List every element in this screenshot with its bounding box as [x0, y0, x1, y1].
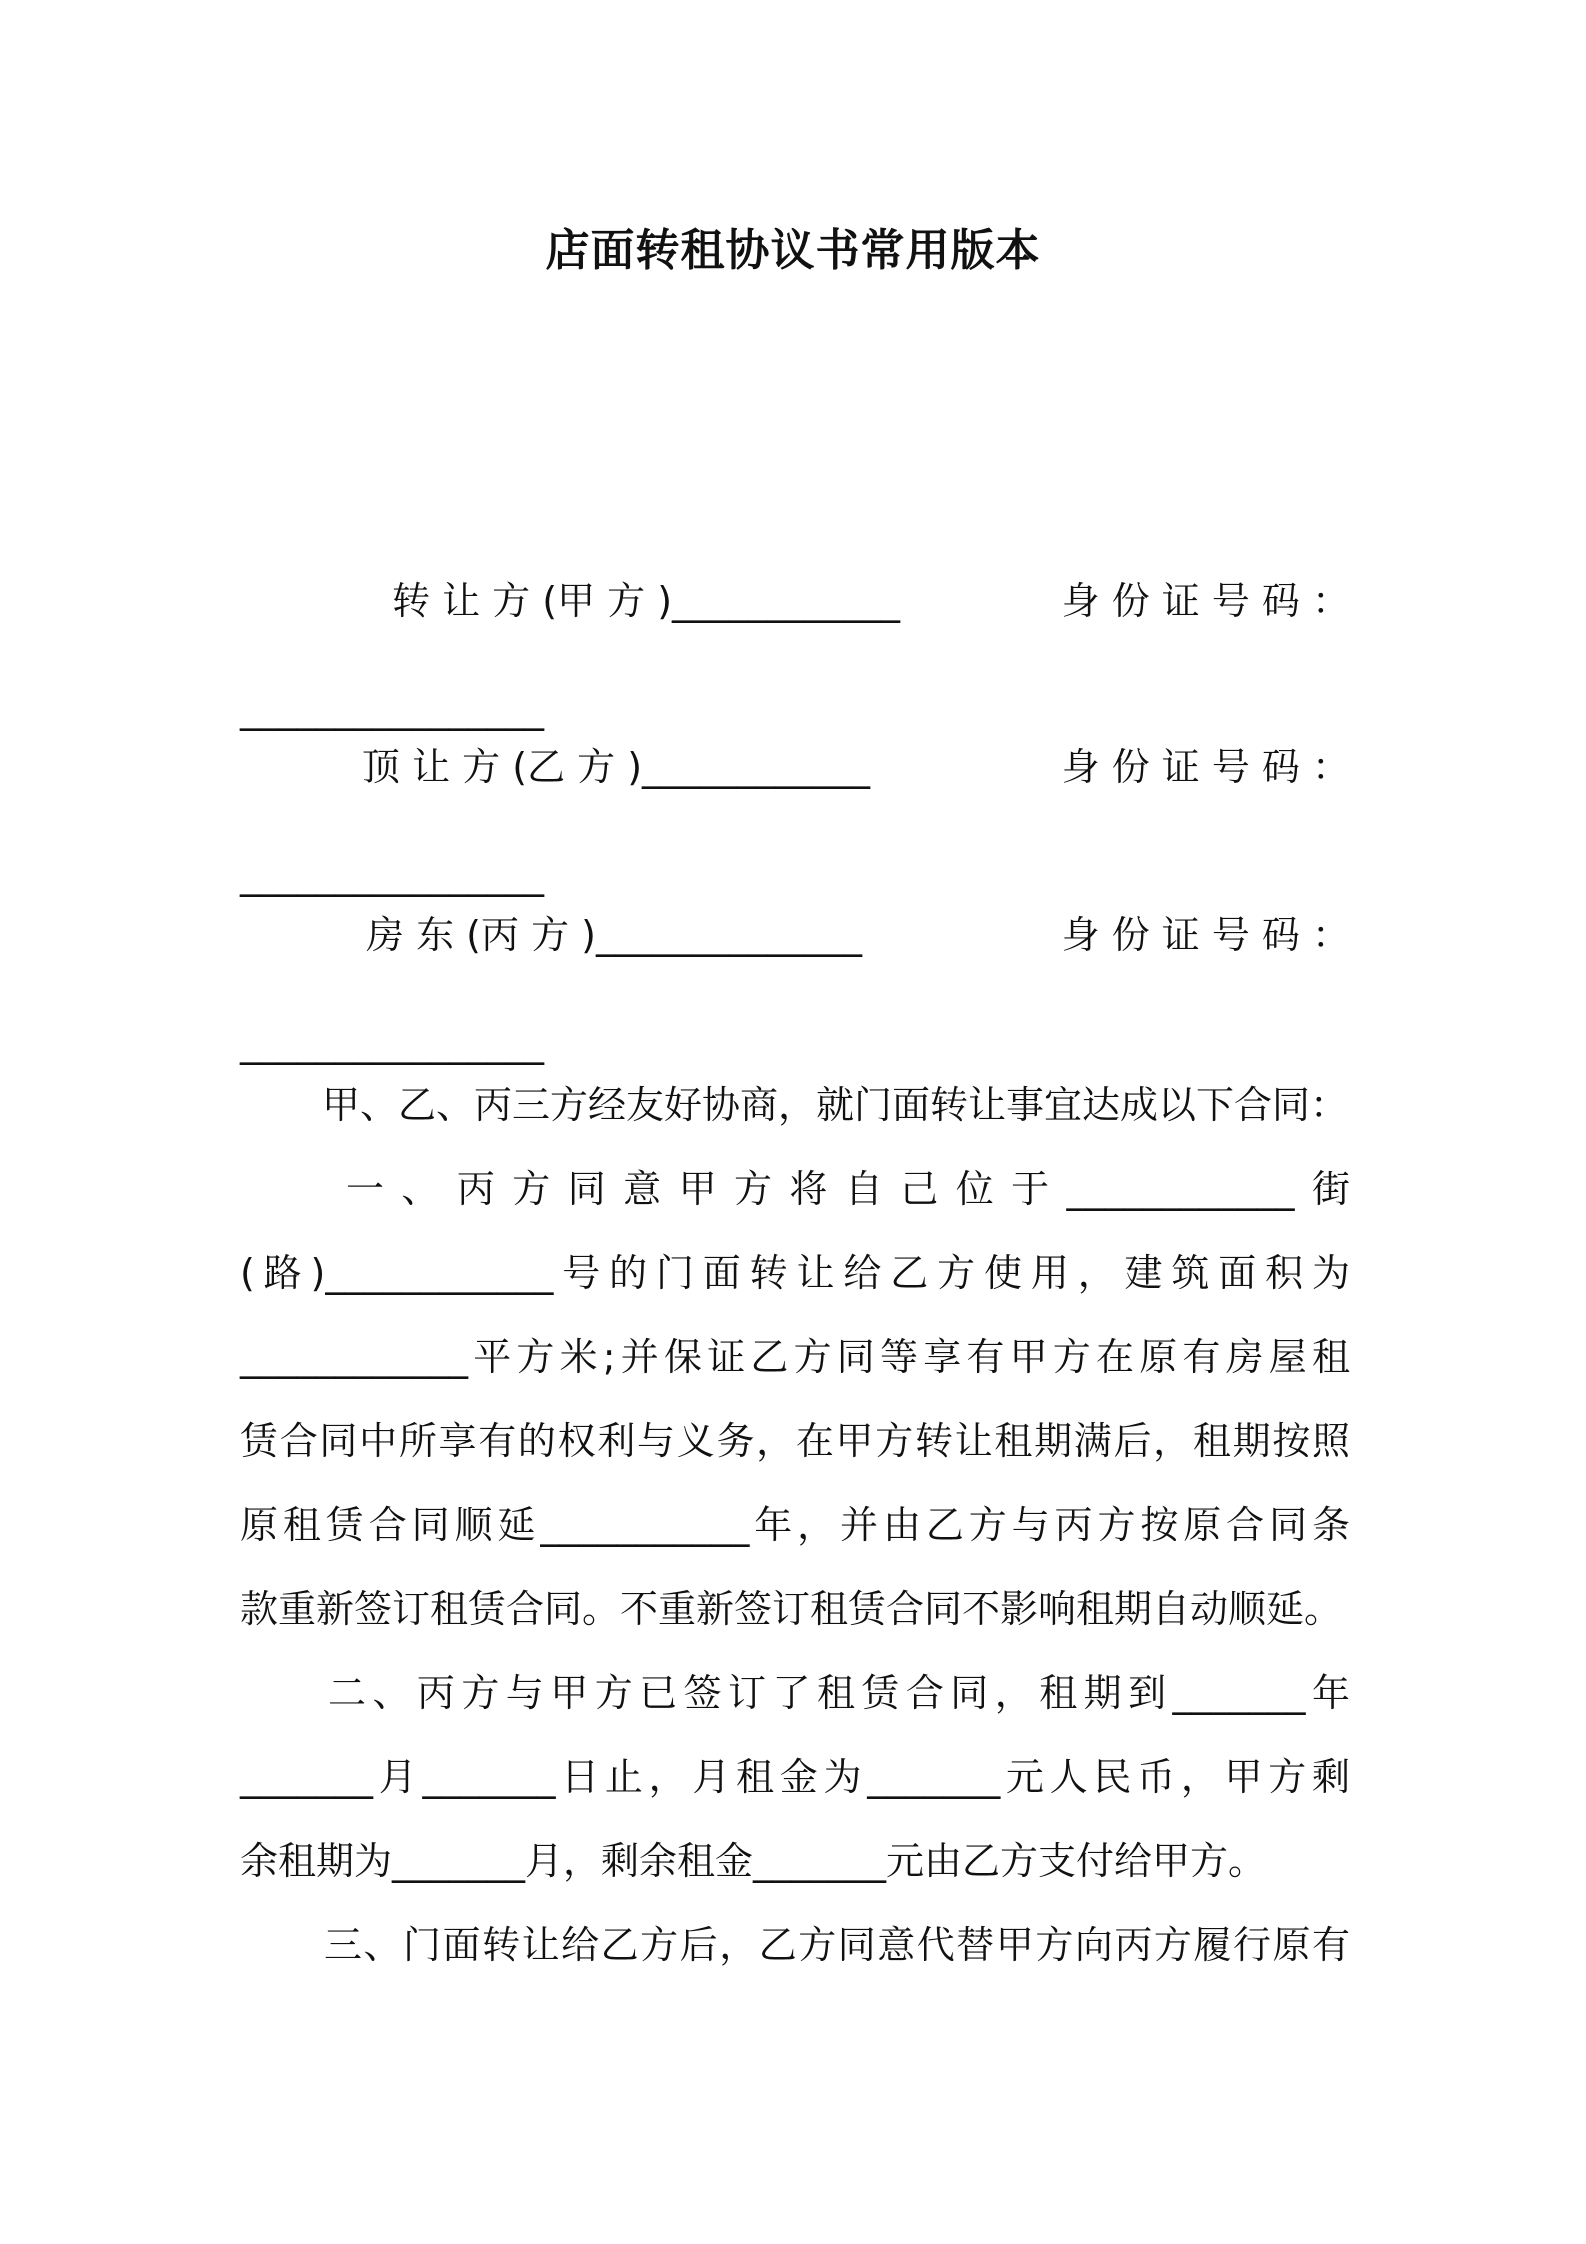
id-blank-transferor: ________________	[240, 687, 544, 731]
clause1-line-6: 款重新签订租赁合同。不重新签订租赁合同不影响租期自动顺延。	[240, 1587, 1343, 1631]
clause2-line-2: _______月_______日止，月租金为_______元人民币，甲方剩	[240, 1755, 1350, 1799]
clause1-line-1: 一、丙方同意甲方将自己位于____________街	[346, 1167, 1350, 1211]
clause2-line-3: 余租期为_______月，剩余租金_______元由乙方支付给甲方。	[240, 1839, 1267, 1883]
id-label-landlord: 身 份 证 号 码 ：	[1061, 913, 1350, 957]
party-label-transferee: 顶 让 方 (乙 方 )____________	[362, 745, 871, 789]
id-label-transferor: 身 份 证 号 码 ：	[1061, 579, 1350, 623]
document-title: 店面转租协议书常用版本	[545, 225, 1041, 276]
clause1-line-4: 赁合同中所享有的权利与义务，在甲方转让租期满后，租期按照	[240, 1419, 1350, 1463]
intro-paragraph: 甲、乙、丙三方经友好协商，就门面转让事宜达成以下合同：	[322, 1083, 1349, 1127]
clause1-line-2: (路)____________号的门面转让给乙方使用，建筑面积为	[240, 1251, 1350, 1295]
party-row-transferor	[392, 579, 1350, 623]
party-row-landlord	[366, 913, 1350, 957]
party-row-transferee	[362, 745, 1350, 789]
party-label-transferor: 转 让 方 (甲 方 )____________	[392, 579, 901, 623]
id-blank-transferee: ________________	[240, 853, 544, 897]
clause1-line-5: 原租赁合同顺延___________年，并由乙方与丙方按原合同条	[240, 1503, 1350, 1547]
clause2-line-1: 二、丙方与甲方已签订了租赁合同，租期到_______年	[328, 1671, 1350, 1715]
id-label-transferee: 身 份 证 号 码 ：	[1061, 745, 1350, 789]
clause1-line-3: ____________平方米;并保证乙方同等享有甲方在原有房屋租	[240, 1335, 1350, 1379]
clause3-line-1: 三、门面转让给乙方后，乙方同意代替甲方向丙方履行原有	[324, 1923, 1350, 1967]
party-label-landlord: 房 东 (丙 方 )______________	[366, 913, 862, 957]
id-blank-landlord: ________________	[240, 1021, 544, 1065]
